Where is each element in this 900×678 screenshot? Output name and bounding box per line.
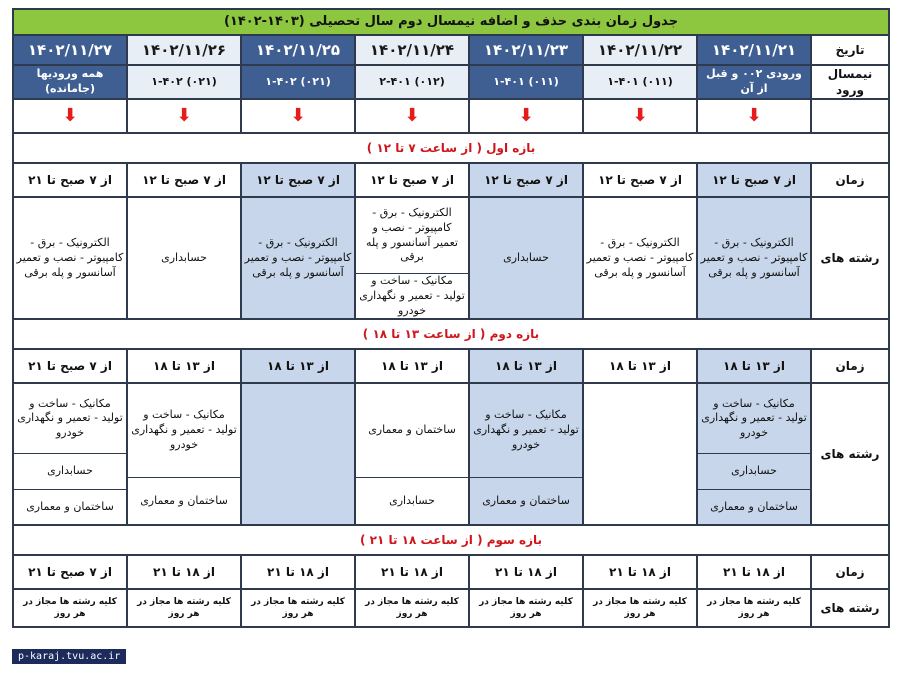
fields-cell: حسابداری [469,197,583,319]
entry-cell: (۰۱۱) ۱-۴۰۱ [469,65,583,99]
down-arrow-icon: ⬇ [241,99,355,133]
time-cell: از ۷ صبح تا ۱۲ [583,163,697,197]
fields-cell: الکترونیک - برق - کامپیوتر - نصب و تعمیر آسانسور و پله برقی [13,197,127,319]
fields-cell: الکترونیک - برق - کامپیوتر - نصب و تعمیر آسانسور و پله برقی [241,197,355,319]
fields-cell [13,383,127,525]
time-cell: از ۱۸ تا ۲۱ [697,555,811,589]
band3-title: بازه سوم ( از ساعت ۱۸ تا ۲۱ ) [13,525,889,555]
field-entry: ساختمان و معماری [128,477,240,524]
fields-label: رشته های [811,197,889,319]
time-cell: از ۷ صبح تا ۲۱ [13,163,127,197]
down-arrow-icon: ⬇ [583,99,697,133]
fields-cell: کلیه رشته ها مجاز در هر روز [697,589,811,627]
field-entry: مکانیک - ساخت و تولید - تعمیر و نگهداری خودرو [701,396,807,440]
field-entry: ساختمان و معماری [470,477,582,524]
fields-cell [469,383,583,525]
fields-cell [127,383,241,525]
field-entry: الکترونیک - برق - کامپیوتر - نصب و تعمیر آسانسور و پله برقی [365,205,458,264]
date-cell: ۱۴۰۲/۱۱/۲۵ [241,35,355,65]
fields-cell: کلیه رشته ها مجاز در هر روز [241,589,355,627]
field-entry: مکانیک - ساخت و تولید - تعمیر و نگهداری خودرو [473,408,579,452]
watermark[interactable]: p-karaj.tvu.ac.ir [12,649,126,664]
fields-cell: کلیه رشته ها مجاز در هر روز [127,589,241,627]
fields-cell [355,197,469,319]
date-cell: ۱۴۰۲/۱۱/۲۴ [355,35,469,65]
time-cell: از ۱۳ تا ۱۸ [355,349,469,383]
band1-title: بازه اول ( از ساعت ۷ تا ۱۲ ) [13,133,889,163]
field-entry: ساختمان و معماری [368,423,456,437]
time-cell: از ۱۸ تا ۲۱ [241,555,355,589]
time-cell: از ۷ صبح تا ۱۲ [127,163,241,197]
band2-title: بازه دوم ( از ساعت ۱۳ تا ۱۸ ) [13,319,889,349]
time-cell: از ۱۸ تا ۲۱ [127,555,241,589]
date-cell: ۱۴۰۲/۱۱/۲۲ [583,35,697,65]
down-arrow-icon: ⬇ [355,99,469,133]
time-label: زمان [811,349,889,383]
field-entry: ساختمان و معماری [14,489,126,525]
time-cell: از ۷ صبح تا ۱۲ [469,163,583,197]
time-label: زمان [811,555,889,589]
time-cell: از ۷ صبح تا ۱۲ [241,163,355,197]
down-arrow-icon: ⬇ [697,99,811,133]
arrow-row-label [811,99,889,133]
fields-cell: کلیه رشته ها مجاز در هر روز [13,589,127,627]
time-cell: از ۱۳ تا ۱۸ [583,349,697,383]
field-entry: حسابداری [14,453,126,489]
entry-cell: همه ورودیها (جامانده) [13,65,127,99]
field-entry: مکانیک - ساخت و تولید - تعمیر و نگهداری خودرو [131,408,237,452]
time-cell: از ۷ صبح تا ۱۲ [697,163,811,197]
fields-cell [583,383,697,525]
time-cell: از ۷ صبح تا ۲۱ [13,555,127,589]
down-arrow-icon: ⬇ [13,99,127,133]
entry-cell: (۰۲۱) ۱-۴۰۲ [127,65,241,99]
schedule-sheet [12,8,890,670]
fields-cell: الکترونیک - برق - کامپیوتر - نصب و تعمیر آسانسور و پله برقی [583,197,697,319]
date-label: تاریخ [811,35,889,65]
entry-cell: (۰۱۱) ۱-۴۰۱ [583,65,697,99]
time-cell: از ۱۸ تا ۲۱ [355,555,469,589]
entry-cell: (۰۲۱) ۱-۴۰۲ [241,65,355,99]
entry-cell: ورودی ۰۰۲ و قبل از آن [697,65,811,99]
field-entry: ساختمان و معماری [698,489,810,525]
page-title: جدول زمان بندی حذف و اضافه نیمسال دوم سال تحصیلی (۱۴۰۳-۱۴۰۲) [13,9,889,35]
fields-cell [697,383,811,525]
entry-cell: (۰۱۲) ۲-۴۰۱ [355,65,469,99]
fields-cell: الکترونیک - برق - کامپیوتر - نصب و تعمیر آسانسور و پله برقی [697,197,811,319]
time-cell: از ۱۳ تا ۱۸ [241,349,355,383]
fields-cell: حسابداری [127,197,241,319]
fields-cell [241,383,355,525]
date-cell: ۱۴۰۲/۱۱/۲۷ [13,35,127,65]
down-arrow-icon: ⬇ [127,99,241,133]
down-arrow-icon: ⬇ [469,99,583,133]
time-cell: از ۱۸ تا ۲۱ [469,555,583,589]
time-cell: از ۱۳ تا ۱۸ [469,349,583,383]
field-entry: حسابداری [698,453,810,489]
time-cell: از ۱۳ تا ۱۸ [127,349,241,383]
field-entry: مکانیک - ساخت و تولید - تعمیر و نگهداری خودرو [356,273,468,319]
fields-label: رشته های [811,383,889,525]
fields-cell [355,383,469,525]
fields-label: رشته های [811,589,889,627]
date-cell: ۱۴۰۲/۱۱/۲۳ [469,35,583,65]
entry-label: نیمسال ورود [811,65,889,99]
fields-cell: کلیه رشته ها مجاز در هر روز [583,589,697,627]
time-cell: از ۱۳ تا ۱۸ [697,349,811,383]
time-cell: از ۷ صبح تا ۱۲ [355,163,469,197]
time-label: زمان [811,163,889,197]
fields-cell: کلیه رشته ها مجاز در هر روز [469,589,583,627]
time-cell: از ۷ صبح تا ۲۱ [13,349,127,383]
date-cell: ۱۴۰۲/۱۱/۲۶ [127,35,241,65]
field-entry: مکانیک - ساخت و تولید - تعمیر و نگهداری خودرو [17,396,123,440]
fields-cell: کلیه رشته ها مجاز در هر روز [355,589,469,627]
schedule-table [12,8,890,628]
time-cell: از ۱۸ تا ۲۱ [583,555,697,589]
date-cell: ۱۴۰۲/۱۱/۲۱ [697,35,811,65]
field-entry: حسابداری [356,477,468,524]
